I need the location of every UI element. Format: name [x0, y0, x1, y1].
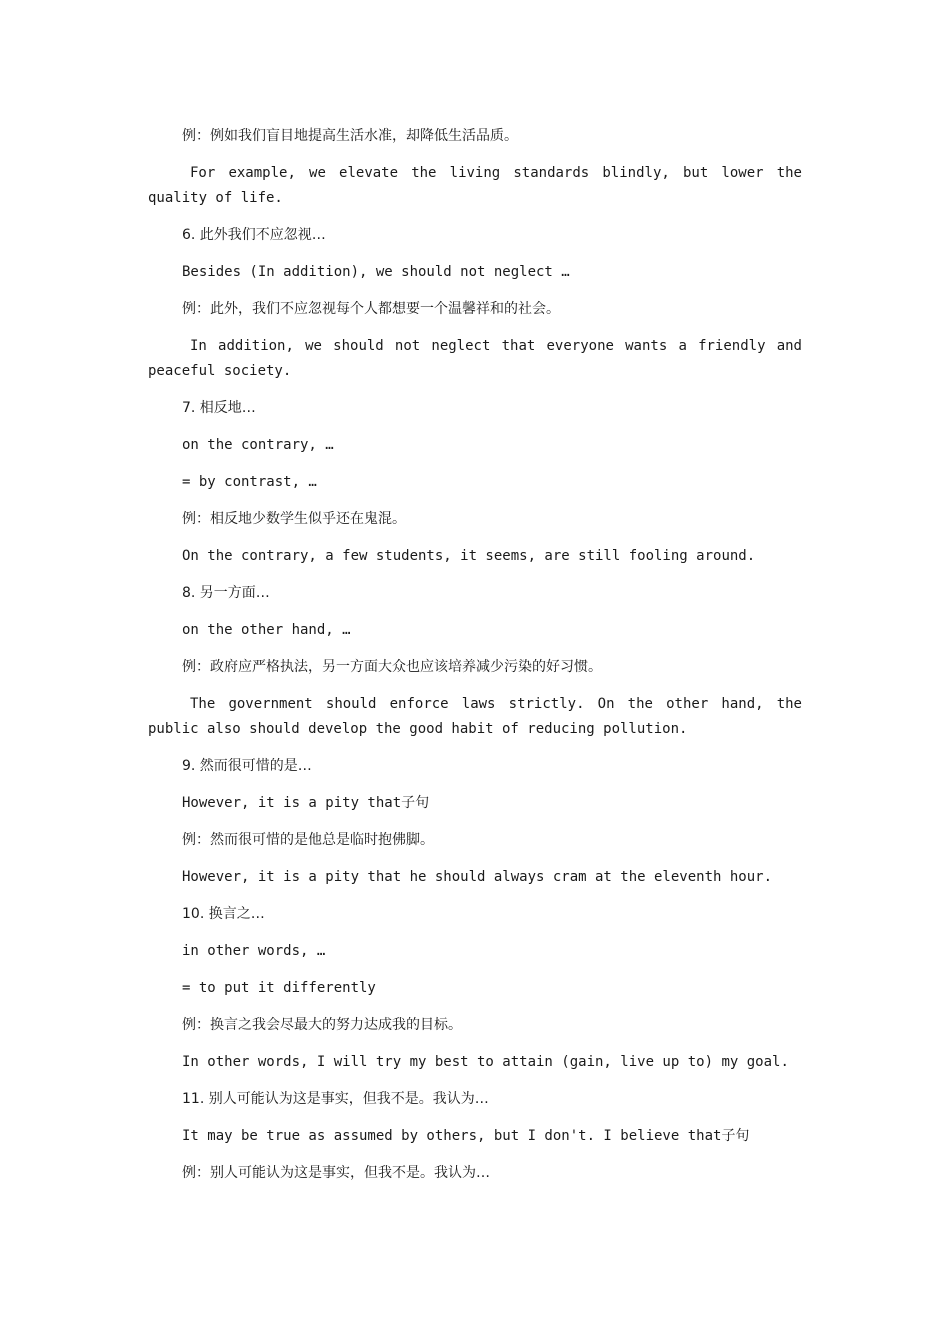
item-7-example-en: On the contrary, a few students, it seems, are still fooling around.	[182, 548, 756, 564]
example-zh-5: 例：例如我们盲目地提高生活水准，却降低生活品质。	[182, 128, 518, 144]
item-6-heading: 6. 此外我们不应忽视…	[182, 227, 326, 243]
item-10-example-zh: 例：换言之我会尽最大的努力达成我的目标。	[182, 1017, 462, 1033]
item-7-example-zh: 例：相反地少数学生似乎还在鬼混。	[182, 511, 406, 527]
item-10-phrase: in other words, …	[182, 943, 326, 959]
item-7-phrase: on the contrary, …	[182, 437, 334, 453]
item-11-heading: 11. 别人可能认为这是事实，但我不是。我认为…	[182, 1091, 489, 1107]
item-11-phrase: It may be true as assumed by others, but I don't. I believe that子句	[182, 1128, 750, 1144]
item-9-example-zh: 例：然而很可惜的是他总是临时抱佛脚。	[182, 832, 434, 848]
document-page	[148, 124, 802, 1198]
item-10-heading: 10. 换言之…	[182, 906, 265, 922]
item-7-phrase-alt: = by contrast, …	[182, 474, 317, 490]
item-8-heading: 8. 另一方面…	[182, 585, 270, 601]
item-10-example-en: In other words, I will try my best to attain (gain, live up to) my goal.	[182, 1054, 789, 1070]
item-8-phrase: on the other hand, …	[182, 622, 351, 638]
item-7-heading: 7. 相反地…	[182, 400, 256, 416]
item-11-example-zh: 例：别人可能认为这是事实，但我不是。我认为…	[182, 1165, 490, 1181]
item-9-example-en: However, it is a pity that he should always cram at the eleventh hour.	[182, 869, 773, 885]
item-6-phrase: Besides (In addition), we should not neglect …	[182, 264, 570, 280]
item-8-example-zh: 例：政府应严格执法，另一方面大众也应该培养减少污染的好习惯。	[182, 659, 602, 675]
item-8-example-en: The government should enforce laws strictly. On the other hand, the public also should develop the good habit of reducing pollution.	[148, 696, 802, 737]
item-9-phrase: However, it is a pity that子句	[182, 795, 430, 811]
item-6-example-zh: 例：此外，我们不应忽视每个人都想要一个温馨祥和的社会。	[182, 301, 560, 317]
item-10-phrase-alt: = to put it differently	[182, 980, 376, 996]
item-6-example-en: In addition, we should not neglect that everyone wants a friendly and peaceful society.	[148, 338, 802, 379]
item-9-heading: 9. 然而很可惜的是…	[182, 758, 312, 774]
example-en-5: For example, we elevate the living standards blindly, but lower the quality of life.	[148, 165, 802, 206]
